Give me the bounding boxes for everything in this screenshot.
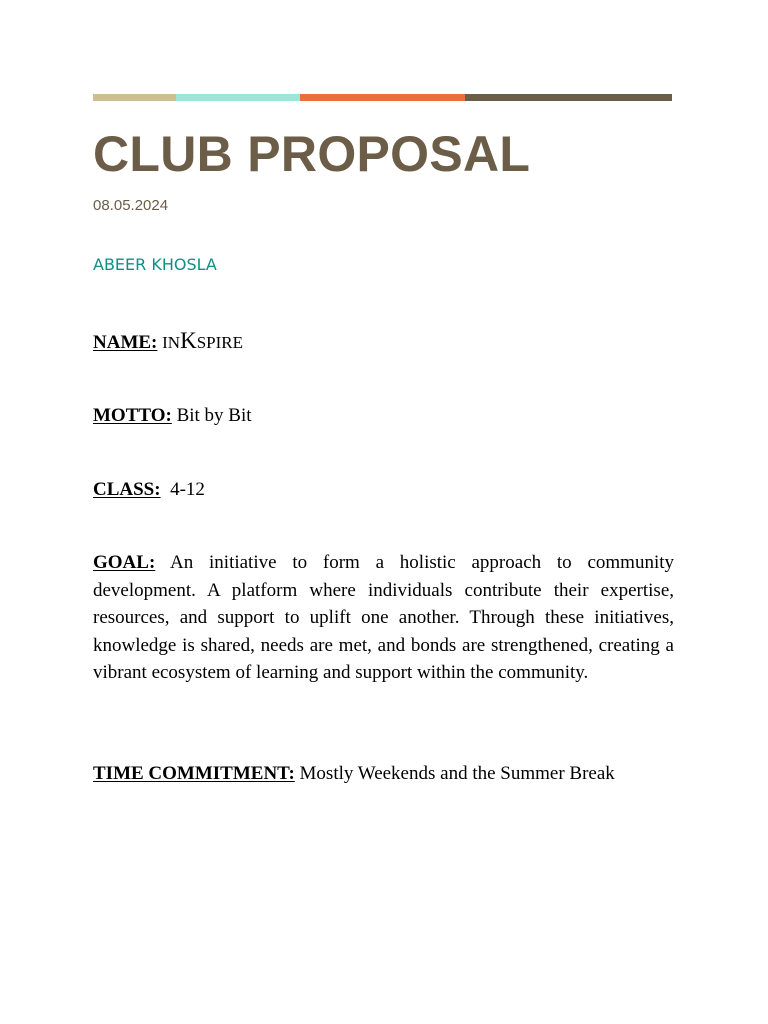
field-name bbox=[93, 327, 674, 357]
decorative-color-bar bbox=[93, 94, 672, 101]
author-name: ABEER KHOSLA bbox=[93, 255, 217, 274]
field-time-commitment-value: Mostly Weekends and the Summer Break bbox=[299, 763, 615, 784]
field-goal bbox=[93, 549, 674, 687]
field-time-commitment-label: TIME COMMITMENT: bbox=[93, 763, 295, 784]
field-motto-label: MOTTO: bbox=[93, 405, 172, 426]
club-name-part-3: SPIRE bbox=[196, 333, 244, 352]
field-class bbox=[93, 476, 674, 504]
field-name-value bbox=[157, 328, 244, 353]
color-bar-segment-brown bbox=[465, 94, 672, 101]
field-class-label: CLASS: bbox=[93, 479, 161, 500]
color-bar-segment-orange bbox=[300, 94, 465, 101]
club-name-part-1: IN bbox=[162, 333, 181, 352]
field-goal-value: An initiative to form a holistic approach to community development. A platform where individuals contribute their expertise, resources, and support to uplift one another. Through these initiatives, knowledge is shared, needs are met, and bonds are strengthened, creating a vibrant ecosystem of learning and support within the community. bbox=[93, 552, 674, 683]
field-class-value: 4-12 bbox=[170, 479, 205, 500]
color-bar-segment-mint bbox=[176, 94, 300, 101]
field-name-label: NAME: bbox=[93, 332, 158, 353]
field-motto bbox=[93, 402, 674, 430]
field-goal-label: GOAL: bbox=[93, 552, 156, 573]
color-bar-segment-tan bbox=[93, 94, 176, 101]
field-time-commitment bbox=[93, 760, 674, 788]
document-title: CLUB PROPOSAL bbox=[93, 126, 531, 182]
club-name-part-2: K bbox=[180, 328, 197, 353]
document-date: 08.05.2024 bbox=[93, 197, 169, 214]
field-motto-value: Bit by Bit bbox=[176, 405, 252, 426]
